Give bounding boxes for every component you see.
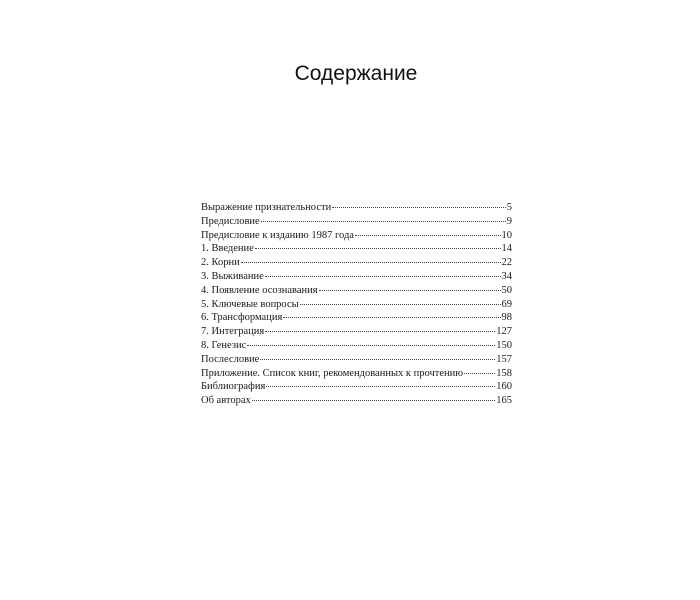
- toc-entry-page-number: 158: [496, 367, 512, 379]
- toc-entry-bibliography[interactable]: [201, 380, 512, 394]
- toc-entry-label: Библиография: [201, 381, 266, 393]
- toc-entry-page-number: 127: [496, 326, 512, 338]
- toc-entry-page-number: 69: [501, 298, 512, 310]
- toc-entry-label: Предисловие к изданию 1987 года: [201, 229, 354, 241]
- toc-entry-page-number: 50: [501, 284, 512, 296]
- dot-leader: [255, 248, 501, 249]
- toc-entry-label: 5. Ключевые вопросы: [201, 298, 299, 310]
- toc-entry-page-number: 14: [501, 243, 512, 255]
- toc-entry-survival[interactable]: [201, 270, 512, 284]
- toc-entry-label: 1. Введение: [201, 243, 254, 255]
- toc-entry-foreword-1987[interactable]: [201, 229, 512, 243]
- dot-leader: [265, 331, 495, 332]
- dot-leader: [300, 304, 501, 305]
- toc-entry-label: 8. Генезис: [201, 339, 247, 351]
- dot-leader: [319, 290, 501, 291]
- toc-entry-page-number: 5: [506, 202, 512, 213]
- dot-leader: [265, 276, 501, 277]
- toc-entry-genesis[interactable]: [201, 339, 512, 353]
- dot-leader: [283, 317, 500, 318]
- toc-entry-page-number: 150: [496, 339, 512, 351]
- toc-entry-key-questions[interactable]: [201, 298, 512, 312]
- dot-leader: [252, 400, 495, 401]
- dot-leader: [241, 262, 501, 263]
- toc-entry-transformation[interactable]: [201, 311, 512, 325]
- toc-entry-label: Выражение признательности: [201, 202, 332, 213]
- table-of-contents: [201, 201, 512, 408]
- toc-entry-page-number: 10: [501, 229, 512, 241]
- dot-leader: [266, 386, 495, 387]
- toc-entry-appendix[interactable]: [201, 367, 512, 381]
- toc-entry-label: 3. Выживание: [201, 270, 264, 282]
- page-title: Содержание: [294, 62, 418, 85]
- dot-leader: [260, 359, 495, 360]
- toc-entry-about-authors[interactable]: [201, 394, 512, 408]
- toc-entry-label: 2. Корни: [201, 257, 240, 269]
- dot-leader: [247, 345, 495, 346]
- toc-entry-page-number: 9: [506, 215, 512, 227]
- toc-entry-page-number: 98: [501, 312, 512, 324]
- dot-leader: [261, 221, 506, 222]
- toc-entry-roots[interactable]: [201, 256, 512, 270]
- toc-entry-introduction[interactable]: [201, 242, 512, 256]
- toc-entry-acknowledgements[interactable]: [201, 201, 512, 215]
- toc-entry-page-number: 34: [501, 270, 512, 282]
- toc-entry-label: Об авторах: [201, 395, 251, 407]
- toc-entry-label: Послесловие: [201, 353, 260, 365]
- toc-entry-page-number: 157: [496, 353, 512, 365]
- toc-entry-label: Предисловие: [201, 215, 260, 227]
- toc-entry-label: 6. Трансформация: [201, 312, 283, 324]
- toc-entry-afterword[interactable]: [201, 353, 512, 367]
- toc-entry-foreword[interactable]: [201, 215, 512, 229]
- toc-entry-page-number: 160: [496, 381, 512, 393]
- dot-leader: [332, 207, 506, 208]
- toc-entry-label: Приложение. Список книг, рекомендованных к прочтению: [201, 367, 464, 379]
- toc-entry-page-number: 165: [496, 395, 512, 407]
- toc-entry-awareness[interactable]: [201, 284, 512, 298]
- toc-entry-label: 4. Появление осознавания: [201, 284, 318, 296]
- toc-entry-label: 7. Интеграция: [201, 326, 265, 338]
- toc-entry-page-number: 22: [501, 257, 512, 269]
- dot-leader: [464, 373, 495, 374]
- toc-entry-integration[interactable]: [201, 325, 512, 339]
- dot-leader: [355, 235, 501, 236]
